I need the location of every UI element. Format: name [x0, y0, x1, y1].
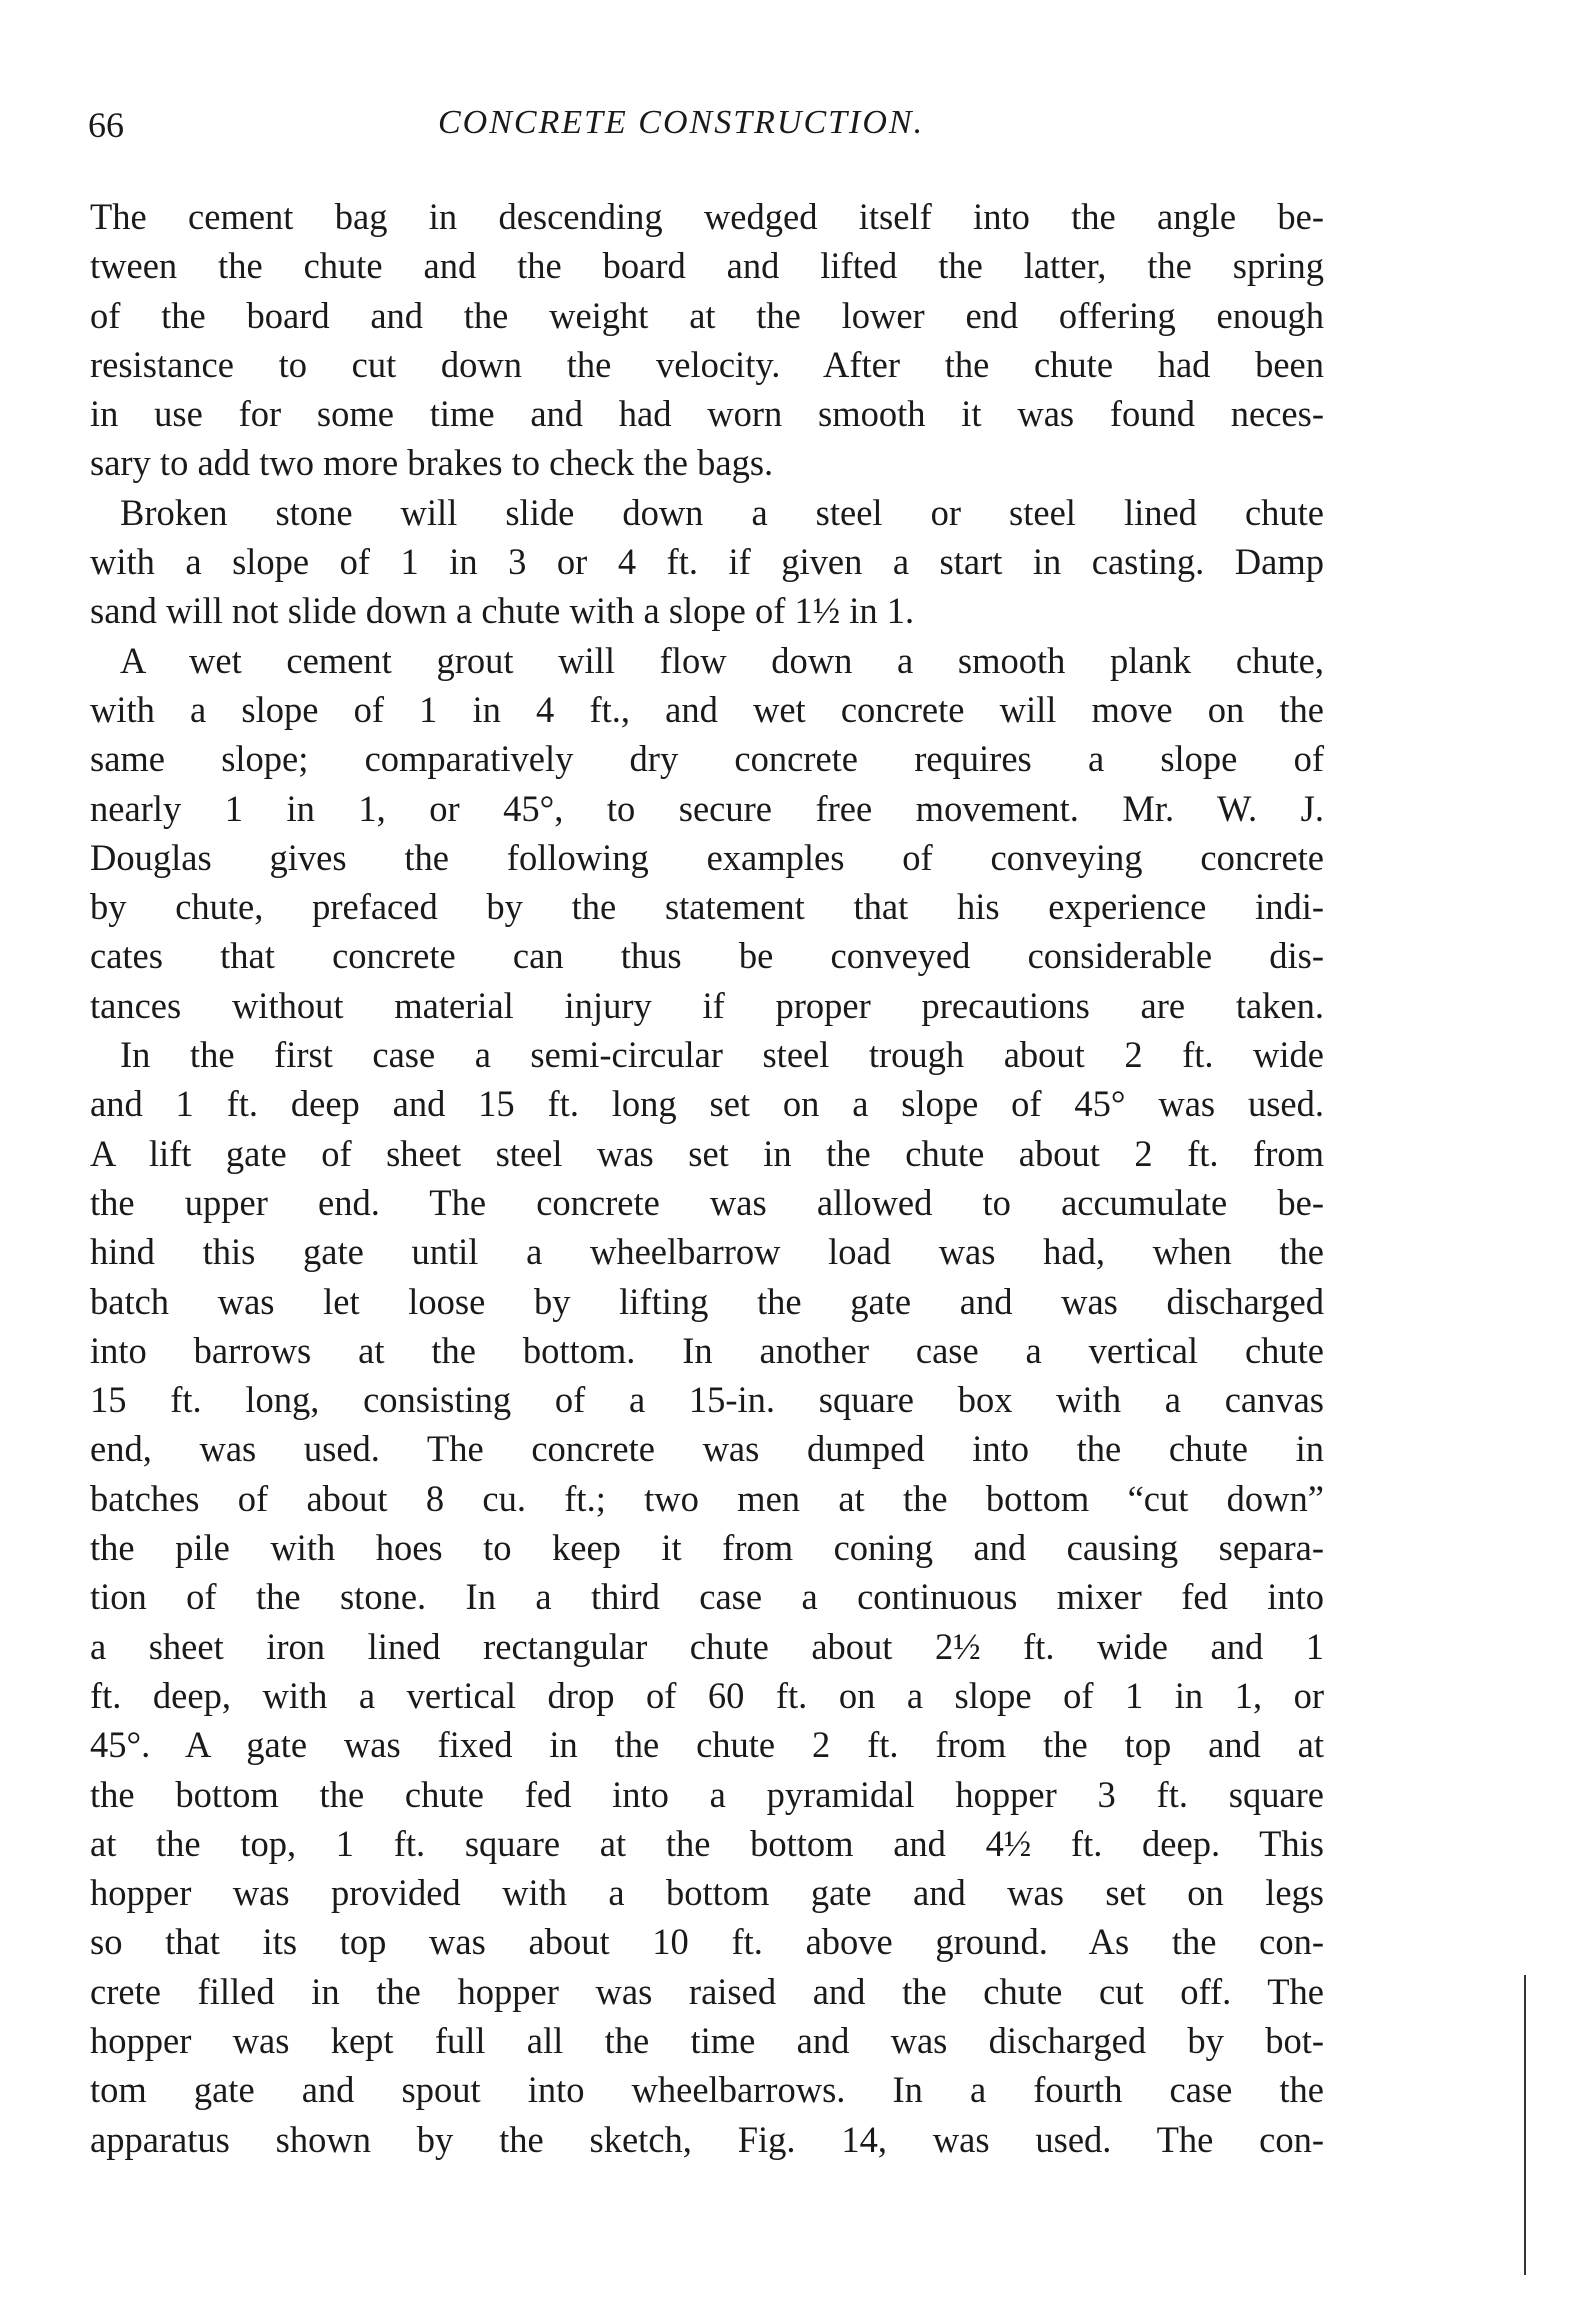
text-line: batches of about 8 cu. ft.; two men at the bottom “cut down”: [90, 1477, 1324, 1519]
text-line: ft. deep, with a vertical drop of 60 ft. on a slope of 1 in 1, or: [90, 1674, 1324, 1716]
text-line: into barrows at the bottom. In another case a vertical chute: [90, 1329, 1324, 1371]
text-line: the upper end. The concrete was allowed to accumulate be-: [90, 1181, 1324, 1223]
body-text: [90, 192, 1324, 2164]
text-line: tances without material injury if proper precautions are taken.: [90, 984, 1324, 1026]
text-line: hopper was kept full all the time and was discharged by bot-: [90, 2019, 1324, 2061]
text-line: 15 ft. long, consisting of a 15-in. square box with a canvas: [90, 1379, 1324, 1421]
text-line: hind this gate until a wheelbarrow load was had, when the: [90, 1231, 1324, 1273]
text-line: the bottom the chute fed into a pyramidal hopper 3 ft. square: [90, 1773, 1324, 1815]
page-number: 66: [88, 105, 124, 145]
text-line: sand will not slide down a chute with a slope of 1½ in 1.: [90, 590, 915, 632]
text-line: A wet cement grout will flow down a smooth plank chute,: [120, 639, 1324, 681]
text-line: Douglas gives the following examples of conveying concrete: [90, 836, 1324, 878]
running-title: CONCRETE CONSTRUCTION.: [438, 104, 925, 141]
text-line: cates that concrete can thus be conveyed considerable dis-: [90, 935, 1324, 977]
text-line: crete filled in the hopper was raised and the chute cut off. The: [90, 1970, 1324, 2012]
text-line: apparatus shown by the sketch, Fig. 14, was used. The con-: [90, 2118, 1324, 2160]
text-line: with a slope of 1 in 4 ft., and wet concrete will move on the: [90, 688, 1324, 730]
text-line: 45°. A gate was fixed in the chute 2 ft. from the top and at: [90, 1724, 1324, 1766]
text-line: resistance to cut down the velocity. After the chute had been: [90, 343, 1324, 385]
text-line: so that its top was about 10 ft. above ground. As the con-: [90, 1921, 1324, 1963]
text-line: hopper was provided with a bottom gate and was set on legs: [90, 1872, 1324, 1914]
text-line: a sheet iron lined rectangular chute about 2½ ft. wide and 1: [90, 1625, 1324, 1667]
text-line: tom gate and spout into wheelbarrows. In a fourth case the: [90, 2069, 1324, 2111]
text-line: tion of the stone. In a third case a continuous mixer fed into: [90, 1576, 1324, 1618]
text-line: of the board and the weight at the lower end offering enough: [90, 294, 1324, 336]
text-line: at the top, 1 ft. square at the bottom and 4½ ft. deep. This: [90, 1822, 1324, 1864]
text-line: batch was let loose by lifting the gate and was discharged: [90, 1280, 1324, 1322]
text-line: Broken stone will slide down a steel or steel lined chute: [120, 491, 1324, 533]
text-line: same slope; comparatively dry concrete requires a slope of: [90, 738, 1324, 780]
text-line: the pile with hoes to keep it from coning and causing separa-: [90, 1527, 1324, 1569]
text-line: The cement bag in descending wedged itself into the angle be-: [90, 196, 1324, 237]
text-line: In the first case a semi-circular steel trough about 2 ft. wide: [120, 1034, 1324, 1076]
text-line: by chute, prefaced by the statement that his experience indi-: [90, 886, 1324, 928]
page-header: [88, 104, 1328, 152]
scan-edge-rule: [1524, 1975, 1526, 2275]
text-line: A lift gate of sheet steel was set in the chute about 2 ft. from: [90, 1132, 1324, 1174]
text-line: sary to add two more brakes to check the bags.: [90, 442, 774, 484]
text-line: with a slope of 1 in 3 or 4 ft. if given a start in casting. Damp: [90, 541, 1324, 583]
text-line: tween the chute and the board and lifted the latter, the spring: [90, 245, 1324, 287]
text-line: and 1 ft. deep and 15 ft. long set on a slope of 45° was used.: [90, 1083, 1324, 1125]
text-line: nearly 1 in 1, or 45°, to secure free movement. Mr. W. J.: [90, 787, 1324, 829]
text-line: in use for some time and had worn smooth it was found neces-: [90, 393, 1324, 435]
text-line: end, was used. The concrete was dumped into the chute in: [90, 1428, 1324, 1470]
